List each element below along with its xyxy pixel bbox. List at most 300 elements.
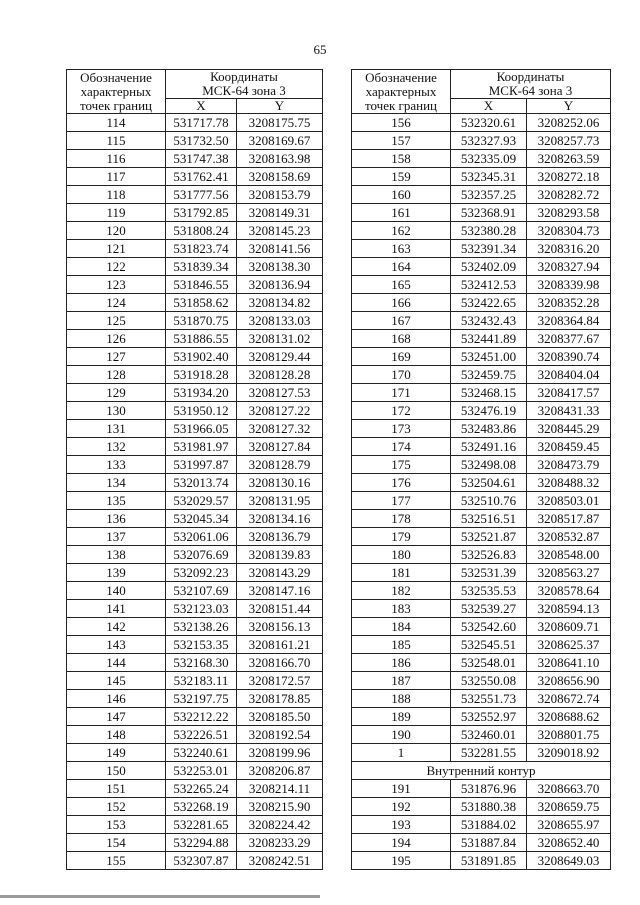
y-coordinate-cell: 3208404.04: [527, 366, 611, 384]
y-coordinate-cell: 3208214.11: [237, 780, 323, 798]
x-coordinate-cell: 532123.03: [166, 600, 237, 618]
point-number-cell: 175: [352, 456, 451, 474]
point-number-cell: 137: [67, 528, 166, 546]
y-coordinate-cell: 3208233.29: [237, 834, 323, 852]
header-point-label-line: Обозначение: [365, 69, 437, 85]
x-coordinate-cell: 532531.39: [451, 564, 527, 582]
table-row: [352, 798, 611, 816]
table-row: [67, 384, 323, 402]
point-number-cell: 178: [352, 510, 451, 528]
point-number-cell: 141: [67, 600, 166, 618]
x-coordinate-cell: 531966.05: [166, 420, 237, 438]
point-number-cell: 174: [352, 438, 451, 456]
y-coordinate-cell: 3208163.98: [237, 150, 323, 168]
y-coordinate-cell: 3208128.28: [237, 366, 323, 384]
point-number-cell: 165: [352, 276, 451, 294]
table-row: [67, 492, 323, 510]
x-coordinate-cell: 532550.08: [451, 672, 527, 690]
table-row: [352, 384, 611, 402]
x-coordinate-cell: 532459.75: [451, 366, 527, 384]
y-coordinate-cell: 3208199.96: [237, 744, 323, 762]
point-number-cell: 192: [352, 798, 451, 816]
y-coordinate-cell: 3208659.75: [527, 798, 611, 816]
table-row: [67, 114, 323, 132]
x-coordinate-cell: 532498.08: [451, 456, 527, 474]
x-coordinate-cell: 532045.34: [166, 510, 237, 528]
point-number-cell: 134: [67, 474, 166, 492]
y-coordinate-cell: 3209018.92: [527, 744, 611, 762]
x-coordinate-cell: 532441.89: [451, 330, 527, 348]
x-coordinate-cell: 532076.69: [166, 546, 237, 564]
header-coordinates-line: Координаты: [496, 69, 565, 84]
x-coordinate-cell: 531997.87: [166, 456, 237, 474]
table-row: [67, 438, 323, 456]
table-row: [352, 852, 611, 870]
y-coordinate-cell: 3208185.50: [237, 708, 323, 726]
x-coordinate-cell: 532265.24: [166, 780, 237, 798]
point-number-cell: 161: [352, 204, 451, 222]
table-row: [352, 348, 611, 366]
point-number-cell: 184: [352, 618, 451, 636]
table-row: [67, 528, 323, 546]
y-coordinate-cell: 3208156.13: [237, 618, 323, 636]
table-row: [67, 132, 323, 150]
x-coordinate-cell: 532542.60: [451, 618, 527, 636]
point-number-cell: 163: [352, 240, 451, 258]
x-coordinate-cell: 531762.41: [166, 168, 237, 186]
table-row: [67, 726, 323, 744]
point-number-cell: 167: [352, 312, 451, 330]
y-coordinate-cell: 3208445.29: [527, 420, 611, 438]
x-coordinate-cell: 531792.85: [166, 204, 237, 222]
point-number-cell: 124: [67, 294, 166, 312]
point-number-cell: 159: [352, 168, 451, 186]
x-coordinate-cell: 531839.34: [166, 258, 237, 276]
y-coordinate-cell: 3208663.70: [527, 780, 611, 798]
point-number-cell: 129: [67, 384, 166, 402]
y-coordinate-cell: 3208641.10: [527, 654, 611, 672]
x-coordinate-cell: 532197.75: [166, 690, 237, 708]
x-coordinate-cell: 532391.34: [451, 240, 527, 258]
x-coordinate-cell: 532402.09: [451, 258, 527, 276]
x-coordinate-cell: 531886.55: [166, 330, 237, 348]
point-number-cell: 164: [352, 258, 451, 276]
y-coordinate-cell: 3208136.94: [237, 276, 323, 294]
x-coordinate-cell: 531717.78: [166, 114, 237, 132]
point-number-cell: 130: [67, 402, 166, 420]
point-number-cell: 120: [67, 222, 166, 240]
y-coordinate-cell: 3208161.21: [237, 636, 323, 654]
y-coordinate-cell: 3208649.03: [527, 852, 611, 870]
x-coordinate-cell: 532460.01: [451, 726, 527, 744]
point-number-cell: 143: [67, 636, 166, 654]
point-number-cell: 140: [67, 582, 166, 600]
y-coordinate-cell: 3208215.90: [237, 798, 323, 816]
y-coordinate-cell: 3208158.69: [237, 168, 323, 186]
table-row: [352, 150, 611, 168]
header-point-label-line: характерных: [365, 83, 437, 99]
table-row: [67, 150, 323, 168]
y-coordinate-cell: 3208503.01: [527, 492, 611, 510]
y-coordinate-cell: 3208134.82: [237, 294, 323, 312]
table-row: [352, 474, 611, 492]
table-row: [352, 546, 611, 564]
inner-contour-body: [352, 780, 611, 870]
y-coordinate-cell: 3208129.44: [237, 348, 323, 366]
x-coordinate-cell: 532551.73: [451, 690, 527, 708]
header-coordinates-line: МСК-64 зона 3: [202, 83, 286, 98]
y-coordinate-cell: 3208153.79: [237, 186, 323, 204]
x-coordinate-cell: 532504.61: [451, 474, 527, 492]
table-row: [67, 474, 323, 492]
table-row: [352, 636, 611, 654]
x-coordinate-cell: 532107.69: [166, 582, 237, 600]
point-number-cell: 123: [67, 276, 166, 294]
y-coordinate-cell: 3208151.44: [237, 600, 323, 618]
table-row: [67, 510, 323, 528]
x-coordinate-cell: 531808.24: [166, 222, 237, 240]
point-number-cell: 116: [67, 150, 166, 168]
point-number-cell: 148: [67, 726, 166, 744]
point-number-cell: 122: [67, 258, 166, 276]
x-coordinate-cell: 532013.74: [166, 474, 237, 492]
header-y: Y: [237, 99, 323, 114]
x-coordinate-cell: 531918.28: [166, 366, 237, 384]
y-coordinate-cell: 3208134.16: [237, 510, 323, 528]
page-number: 65: [313, 42, 327, 57]
y-coordinate-cell: 3208390.74: [527, 348, 611, 366]
y-coordinate-cell: 3208192.54: [237, 726, 323, 744]
header-coordinates-line: Координаты: [210, 69, 278, 84]
y-coordinate-cell: 3208459.45: [527, 438, 611, 456]
x-coordinate-cell: 531884.02: [451, 816, 527, 834]
point-number-cell: 128: [67, 366, 166, 384]
x-coordinate-cell: 532168.30: [166, 654, 237, 672]
point-number-cell: 195: [352, 852, 451, 870]
table-row: [67, 186, 323, 204]
x-coordinate-cell: 531732.50: [166, 132, 237, 150]
table-row: [67, 762, 323, 780]
y-coordinate-cell: 3208131.02: [237, 330, 323, 348]
point-number-cell: 142: [67, 618, 166, 636]
point-number-cell: 126: [67, 330, 166, 348]
x-coordinate-cell: 532281.65: [166, 816, 237, 834]
y-coordinate-cell: 3208417.57: [527, 384, 611, 402]
point-number-cell: 169: [352, 348, 451, 366]
table-row: [67, 618, 323, 636]
point-number-cell: 115: [67, 132, 166, 150]
y-coordinate-cell: 3208127.22: [237, 402, 323, 420]
table-row: [352, 780, 611, 798]
x-coordinate-cell: 532307.87: [166, 852, 237, 870]
x-coordinate-cell: 531902.40: [166, 348, 237, 366]
table-row: [352, 582, 611, 600]
header-coordinates-label: [451, 70, 611, 99]
x-coordinate-cell: 531934.20: [166, 384, 237, 402]
point-number-cell: 189: [352, 708, 451, 726]
y-coordinate-cell: 3208143.29: [237, 564, 323, 582]
x-coordinate-cell: 532422.65: [451, 294, 527, 312]
y-coordinate-cell: 3208431.33: [527, 402, 611, 420]
x-coordinate-cell: 532510.76: [451, 492, 527, 510]
point-number-cell: 162: [352, 222, 451, 240]
table-row: [67, 744, 323, 762]
point-number-cell: 138: [67, 546, 166, 564]
point-number-cell: 121: [67, 240, 166, 258]
x-coordinate-cell: 532240.61: [166, 744, 237, 762]
point-number-cell: 131: [67, 420, 166, 438]
point-number-cell: 185: [352, 636, 451, 654]
header-point-label-line: точек границ: [79, 97, 153, 113]
point-number-cell: 147: [67, 708, 166, 726]
table-row: [67, 420, 323, 438]
y-coordinate-cell: 3208133.03: [237, 312, 323, 330]
y-coordinate-cell: 3208327.94: [527, 258, 611, 276]
point-number-cell: 155: [67, 852, 166, 870]
y-coordinate-cell: 3208316.20: [527, 240, 611, 258]
point-number-cell: 118: [67, 186, 166, 204]
table-row: [352, 834, 611, 852]
y-coordinate-cell: 3208263.59: [527, 150, 611, 168]
x-coordinate-cell: 532483.86: [451, 420, 527, 438]
table-row: [67, 276, 323, 294]
y-coordinate-cell: 3208172.57: [237, 672, 323, 690]
table-row: [67, 690, 323, 708]
header-point-label: [67, 70, 166, 114]
x-coordinate-cell: 532335.09: [451, 150, 527, 168]
x-coordinate-cell: 532476.19: [451, 402, 527, 420]
inner-contour-heading-row: [352, 762, 611, 780]
point-number-cell: 144: [67, 654, 166, 672]
header-coordinates-line: МСК-64 зона 3: [488, 83, 573, 98]
point-number-cell: 139: [67, 564, 166, 582]
y-coordinate-cell: 3208128.79: [237, 456, 323, 474]
table-row: [67, 852, 323, 870]
y-coordinate-cell: 3208149.31: [237, 204, 323, 222]
x-coordinate-cell: 532552.97: [451, 708, 527, 726]
x-coordinate-cell: 531891.85: [451, 852, 527, 870]
y-coordinate-cell: 3208339.98: [527, 276, 611, 294]
coordinates-table-right: [351, 69, 611, 870]
y-coordinate-cell: 3208578.64: [527, 582, 611, 600]
y-coordinate-cell: 3208175.75: [237, 114, 323, 132]
inner-contour-section: [352, 762, 611, 780]
table-row: [67, 330, 323, 348]
x-coordinate-cell: 532545.51: [451, 636, 527, 654]
table-row: [67, 654, 323, 672]
point-number-cell: 186: [352, 654, 451, 672]
x-coordinate-cell: 532092.23: [166, 564, 237, 582]
table-row: [67, 348, 323, 366]
point-number-cell: 180: [352, 546, 451, 564]
point-number-cell: 179: [352, 528, 451, 546]
table-row: [352, 672, 611, 690]
scan-edge-line: [0, 895, 320, 898]
point-number-cell: 150: [67, 762, 166, 780]
y-coordinate-cell: 3208532.87: [527, 528, 611, 546]
table-row: [67, 204, 323, 222]
table-row: [352, 816, 611, 834]
y-coordinate-cell: 3208272.18: [527, 168, 611, 186]
x-coordinate-cell: 532357.25: [451, 186, 527, 204]
y-coordinate-cell: 3208136.79: [237, 528, 323, 546]
table-row: [67, 780, 323, 798]
point-number-cell: 132: [67, 438, 166, 456]
y-coordinate-cell: 3208801.75: [527, 726, 611, 744]
x-coordinate-cell: 532412.53: [451, 276, 527, 294]
x-coordinate-cell: 532268.19: [166, 798, 237, 816]
table-row: [352, 456, 611, 474]
table-row: [352, 510, 611, 528]
point-number-cell: 133: [67, 456, 166, 474]
header-y: Y: [527, 99, 611, 114]
x-coordinate-cell: 532521.87: [451, 528, 527, 546]
table-row: [67, 834, 323, 852]
table-row: [352, 726, 611, 744]
x-coordinate-cell: 532526.83: [451, 546, 527, 564]
table-row: [67, 546, 323, 564]
table-row: [352, 690, 611, 708]
point-number-cell: 190: [352, 726, 451, 744]
point-number-cell: 191: [352, 780, 451, 798]
x-coordinate-cell: 531846.55: [166, 276, 237, 294]
x-coordinate-cell: 532451.00: [451, 348, 527, 366]
y-coordinate-cell: 3208652.40: [527, 834, 611, 852]
table-row: [67, 600, 323, 618]
point-number-cell: 193: [352, 816, 451, 834]
point-number-cell: 152: [67, 798, 166, 816]
right-table-body: [352, 114, 611, 762]
table-row: [67, 582, 323, 600]
table-row: [352, 294, 611, 312]
point-number-cell: 149: [67, 744, 166, 762]
table-row: [67, 222, 323, 240]
x-coordinate-cell: 531870.75: [166, 312, 237, 330]
table-row: [352, 402, 611, 420]
y-coordinate-cell: 3208169.67: [237, 132, 323, 150]
point-number-cell: 157: [352, 132, 451, 150]
left-table-body: [67, 114, 323, 870]
point-number-cell: 145: [67, 672, 166, 690]
x-coordinate-cell: 532548.01: [451, 654, 527, 672]
x-coordinate-cell: 532535.53: [451, 582, 527, 600]
table-row: [352, 312, 611, 330]
y-coordinate-cell: 3208127.84: [237, 438, 323, 456]
x-coordinate-cell: 532294.88: [166, 834, 237, 852]
table-row: [67, 672, 323, 690]
point-number-cell: 187: [352, 672, 451, 690]
x-coordinate-cell: 532516.51: [451, 510, 527, 528]
y-coordinate-cell: 3208166.70: [237, 654, 323, 672]
y-coordinate-cell: 3208625.37: [527, 636, 611, 654]
point-number-cell: 114: [67, 114, 166, 132]
table-row: [67, 258, 323, 276]
y-coordinate-cell: 3208127.53: [237, 384, 323, 402]
x-coordinate-cell: 532491.16: [451, 438, 527, 456]
point-number-cell: 151: [67, 780, 166, 798]
x-coordinate-cell: 531981.97: [166, 438, 237, 456]
table-row: [352, 186, 611, 204]
point-number-cell: 158: [352, 150, 451, 168]
point-number-cell: 119: [67, 204, 166, 222]
table-row: [67, 366, 323, 384]
table-row: [352, 708, 611, 726]
table-row: [67, 798, 323, 816]
point-number-cell: 166: [352, 294, 451, 312]
point-number-cell: 182: [352, 582, 451, 600]
table-row: [352, 564, 611, 582]
x-coordinate-cell: 531887.84: [451, 834, 527, 852]
point-number-cell: 160: [352, 186, 451, 204]
table-row: [352, 222, 611, 240]
point-number-cell: 153: [67, 816, 166, 834]
point-number-cell: 194: [352, 834, 451, 852]
y-coordinate-cell: 3208594.13: [527, 600, 611, 618]
x-coordinate-cell: 531747.38: [166, 150, 237, 168]
table-row: [352, 744, 611, 762]
y-coordinate-cell: 3208364.84: [527, 312, 611, 330]
table-row: [352, 600, 611, 618]
coordinates-table-left: [66, 69, 323, 870]
y-coordinate-cell: 3208145.23: [237, 222, 323, 240]
point-number-cell: 177: [352, 492, 451, 510]
table-row: [67, 240, 323, 258]
table-row: [352, 204, 611, 222]
x-coordinate-cell: 532539.27: [451, 600, 527, 618]
table-row: [352, 618, 611, 636]
x-coordinate-cell: 532226.51: [166, 726, 237, 744]
y-coordinate-cell: 3208517.87: [527, 510, 611, 528]
table-row: [67, 402, 323, 420]
point-number-cell: 154: [67, 834, 166, 852]
table-row: [67, 636, 323, 654]
table-row: [352, 330, 611, 348]
table-row: [67, 168, 323, 186]
point-number-cell: 127: [67, 348, 166, 366]
y-coordinate-cell: 3208548.00: [527, 546, 611, 564]
table-row: [352, 654, 611, 672]
x-coordinate-cell: 532380.28: [451, 222, 527, 240]
point-number-cell: 176: [352, 474, 451, 492]
y-coordinate-cell: 3208257.73: [527, 132, 611, 150]
y-coordinate-cell: 3208206.87: [237, 762, 323, 780]
header-point-label-line: Обозначение: [80, 69, 152, 85]
table-row: [352, 438, 611, 456]
y-coordinate-cell: 3208242.51: [237, 852, 323, 870]
y-coordinate-cell: 3208178.85: [237, 690, 323, 708]
x-coordinate-cell: 532029.57: [166, 492, 237, 510]
table-row: [67, 708, 323, 726]
y-coordinate-cell: 3208147.16: [237, 582, 323, 600]
header-point-label-line: характерных: [80, 83, 152, 99]
table-row: [352, 366, 611, 384]
point-number-cell: 172: [352, 402, 451, 420]
header-point-label: [352, 70, 451, 114]
point-number-cell: 117: [67, 168, 166, 186]
header-point-label-line: точек границ: [364, 97, 438, 113]
point-number-cell: 183: [352, 600, 451, 618]
y-coordinate-cell: 3208293.58: [527, 204, 611, 222]
header-x: X: [166, 99, 237, 114]
x-coordinate-cell: 532061.06: [166, 528, 237, 546]
y-coordinate-cell: 3208488.32: [527, 474, 611, 492]
point-number-cell: 171: [352, 384, 451, 402]
table-row: [352, 258, 611, 276]
x-coordinate-cell: 531950.12: [166, 402, 237, 420]
y-coordinate-cell: 3208252.06: [527, 114, 611, 132]
y-coordinate-cell: 3208282.72: [527, 186, 611, 204]
y-coordinate-cell: 3208141.56: [237, 240, 323, 258]
